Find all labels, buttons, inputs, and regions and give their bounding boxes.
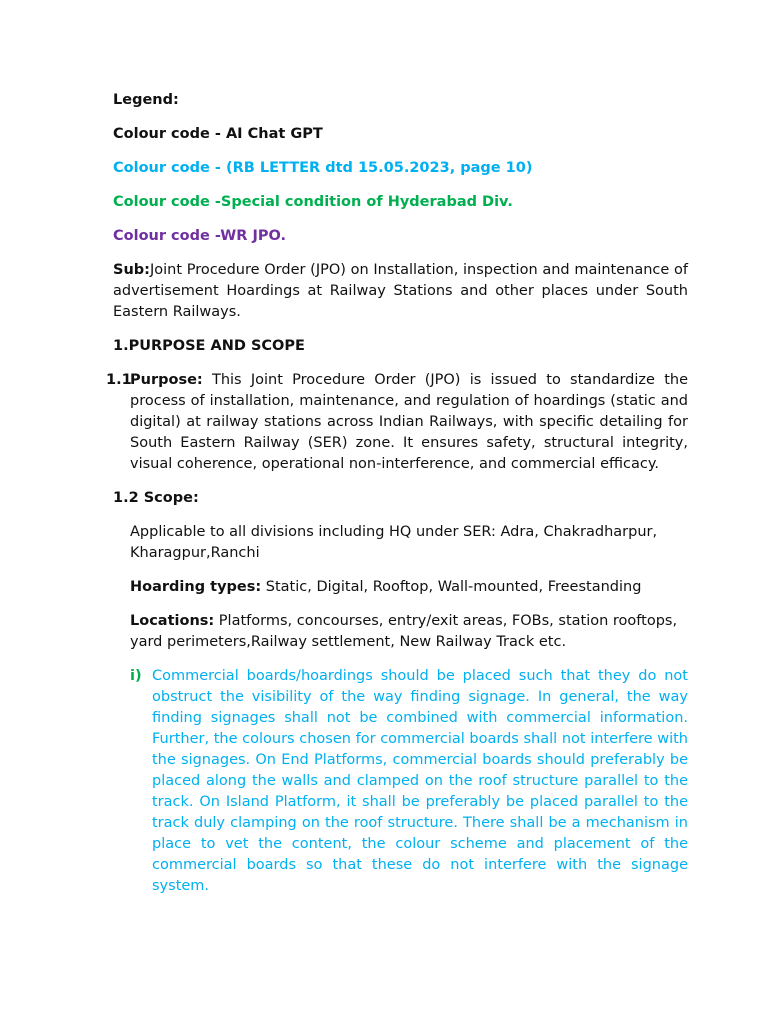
legend-code-rb-letter bbox=[113, 158, 688, 179]
locations-text: Platforms, concourses, entry/exit areas, FOBs, station rooftops, yard perimeters,Railway settlement, New Railway Track etc. bbox=[130, 613, 678, 650]
list-item-marker: i) bbox=[130, 668, 142, 684]
document-page bbox=[106, 90, 688, 897]
legend-code-text: WR JPO. bbox=[220, 228, 286, 244]
legend-code-prefix: Colour code - bbox=[113, 194, 221, 210]
legend-code-prefix: Colour code - bbox=[113, 126, 226, 142]
section-heading: 1.PURPOSE AND SCOPE bbox=[113, 338, 305, 354]
subject-paragraph bbox=[113, 260, 688, 323]
hoarding-types-label: Hoarding types: bbox=[130, 579, 262, 595]
purpose-number: 1.1 bbox=[106, 372, 132, 388]
purpose-label: Purpose: bbox=[130, 372, 203, 388]
hoarding-types-text: Static, Digital, Rooftop, Wall-mounted, Freestanding bbox=[261, 579, 642, 595]
legend-code-prefix: Colour code - bbox=[113, 160, 226, 176]
scope-hoarding-types bbox=[113, 577, 688, 598]
legend-code-text: (RB LETTER dtd 15.05.2023, page 10) bbox=[225, 160, 533, 176]
legend-title: Legend: bbox=[113, 92, 179, 108]
subject-label: Sub: bbox=[113, 262, 150, 278]
scope-heading: 1.2 Scope: bbox=[113, 490, 199, 506]
legend-code-wr-jpo bbox=[113, 226, 688, 247]
legend-code-text: AI Chat GPT bbox=[225, 126, 323, 142]
legend-code-chatgpt bbox=[113, 124, 688, 145]
locations-label: Locations: bbox=[130, 613, 215, 629]
subject-text: Joint Procedure Order (JPO) on Installation, inspection and maintenance of advertisement Hoardings at Railway Stations and other places under South Eastern Railways. bbox=[113, 262, 688, 320]
legend-code-prefix: Colour code - bbox=[113, 228, 221, 244]
legend-code-text: Special condition of Hyderabad Div. bbox=[220, 194, 513, 210]
legend-code-hyderabad bbox=[113, 192, 688, 213]
list-item-text: Commercial boards/hoardings should be placed such that they do not obstruct the visibility of the way finding signage. In general, the way finding signages shall not be combined with commercial information. Further, the colours chosen for commercial boards shall not interfere with the signages. On End Platforms, commercial boards should preferably be placed along the walls and clamped on the roof structure parallel to the track. On Island Platform, it shall be preferably be placed parallel to the track duly clamping on the roof structure. There shall be a mechanism in place to vet the content, the colour scheme and placement of the commercial boards so that these do not interfere with the signage system. bbox=[152, 668, 688, 894]
purpose-paragraph bbox=[106, 370, 688, 475]
scope-applicable: Applicable to all divisions including HQ under SER: Adra, Chakradharpur, Kharagpur,Ranchi bbox=[130, 524, 658, 561]
list-item bbox=[113, 666, 688, 897]
purpose-text: This Joint Procedure Order (JPO) is issued to standardize the process of installation, maintenance, and regulation of hoardings (static and digital) at railway stations across Indian Railways, with specific detailing for South Eastern Railway (SER) zone. It ensures safety, structural integrity, visual coherence, operational non-interference, and commercial efficacy. bbox=[130, 372, 688, 472]
scope-locations bbox=[113, 611, 688, 653]
